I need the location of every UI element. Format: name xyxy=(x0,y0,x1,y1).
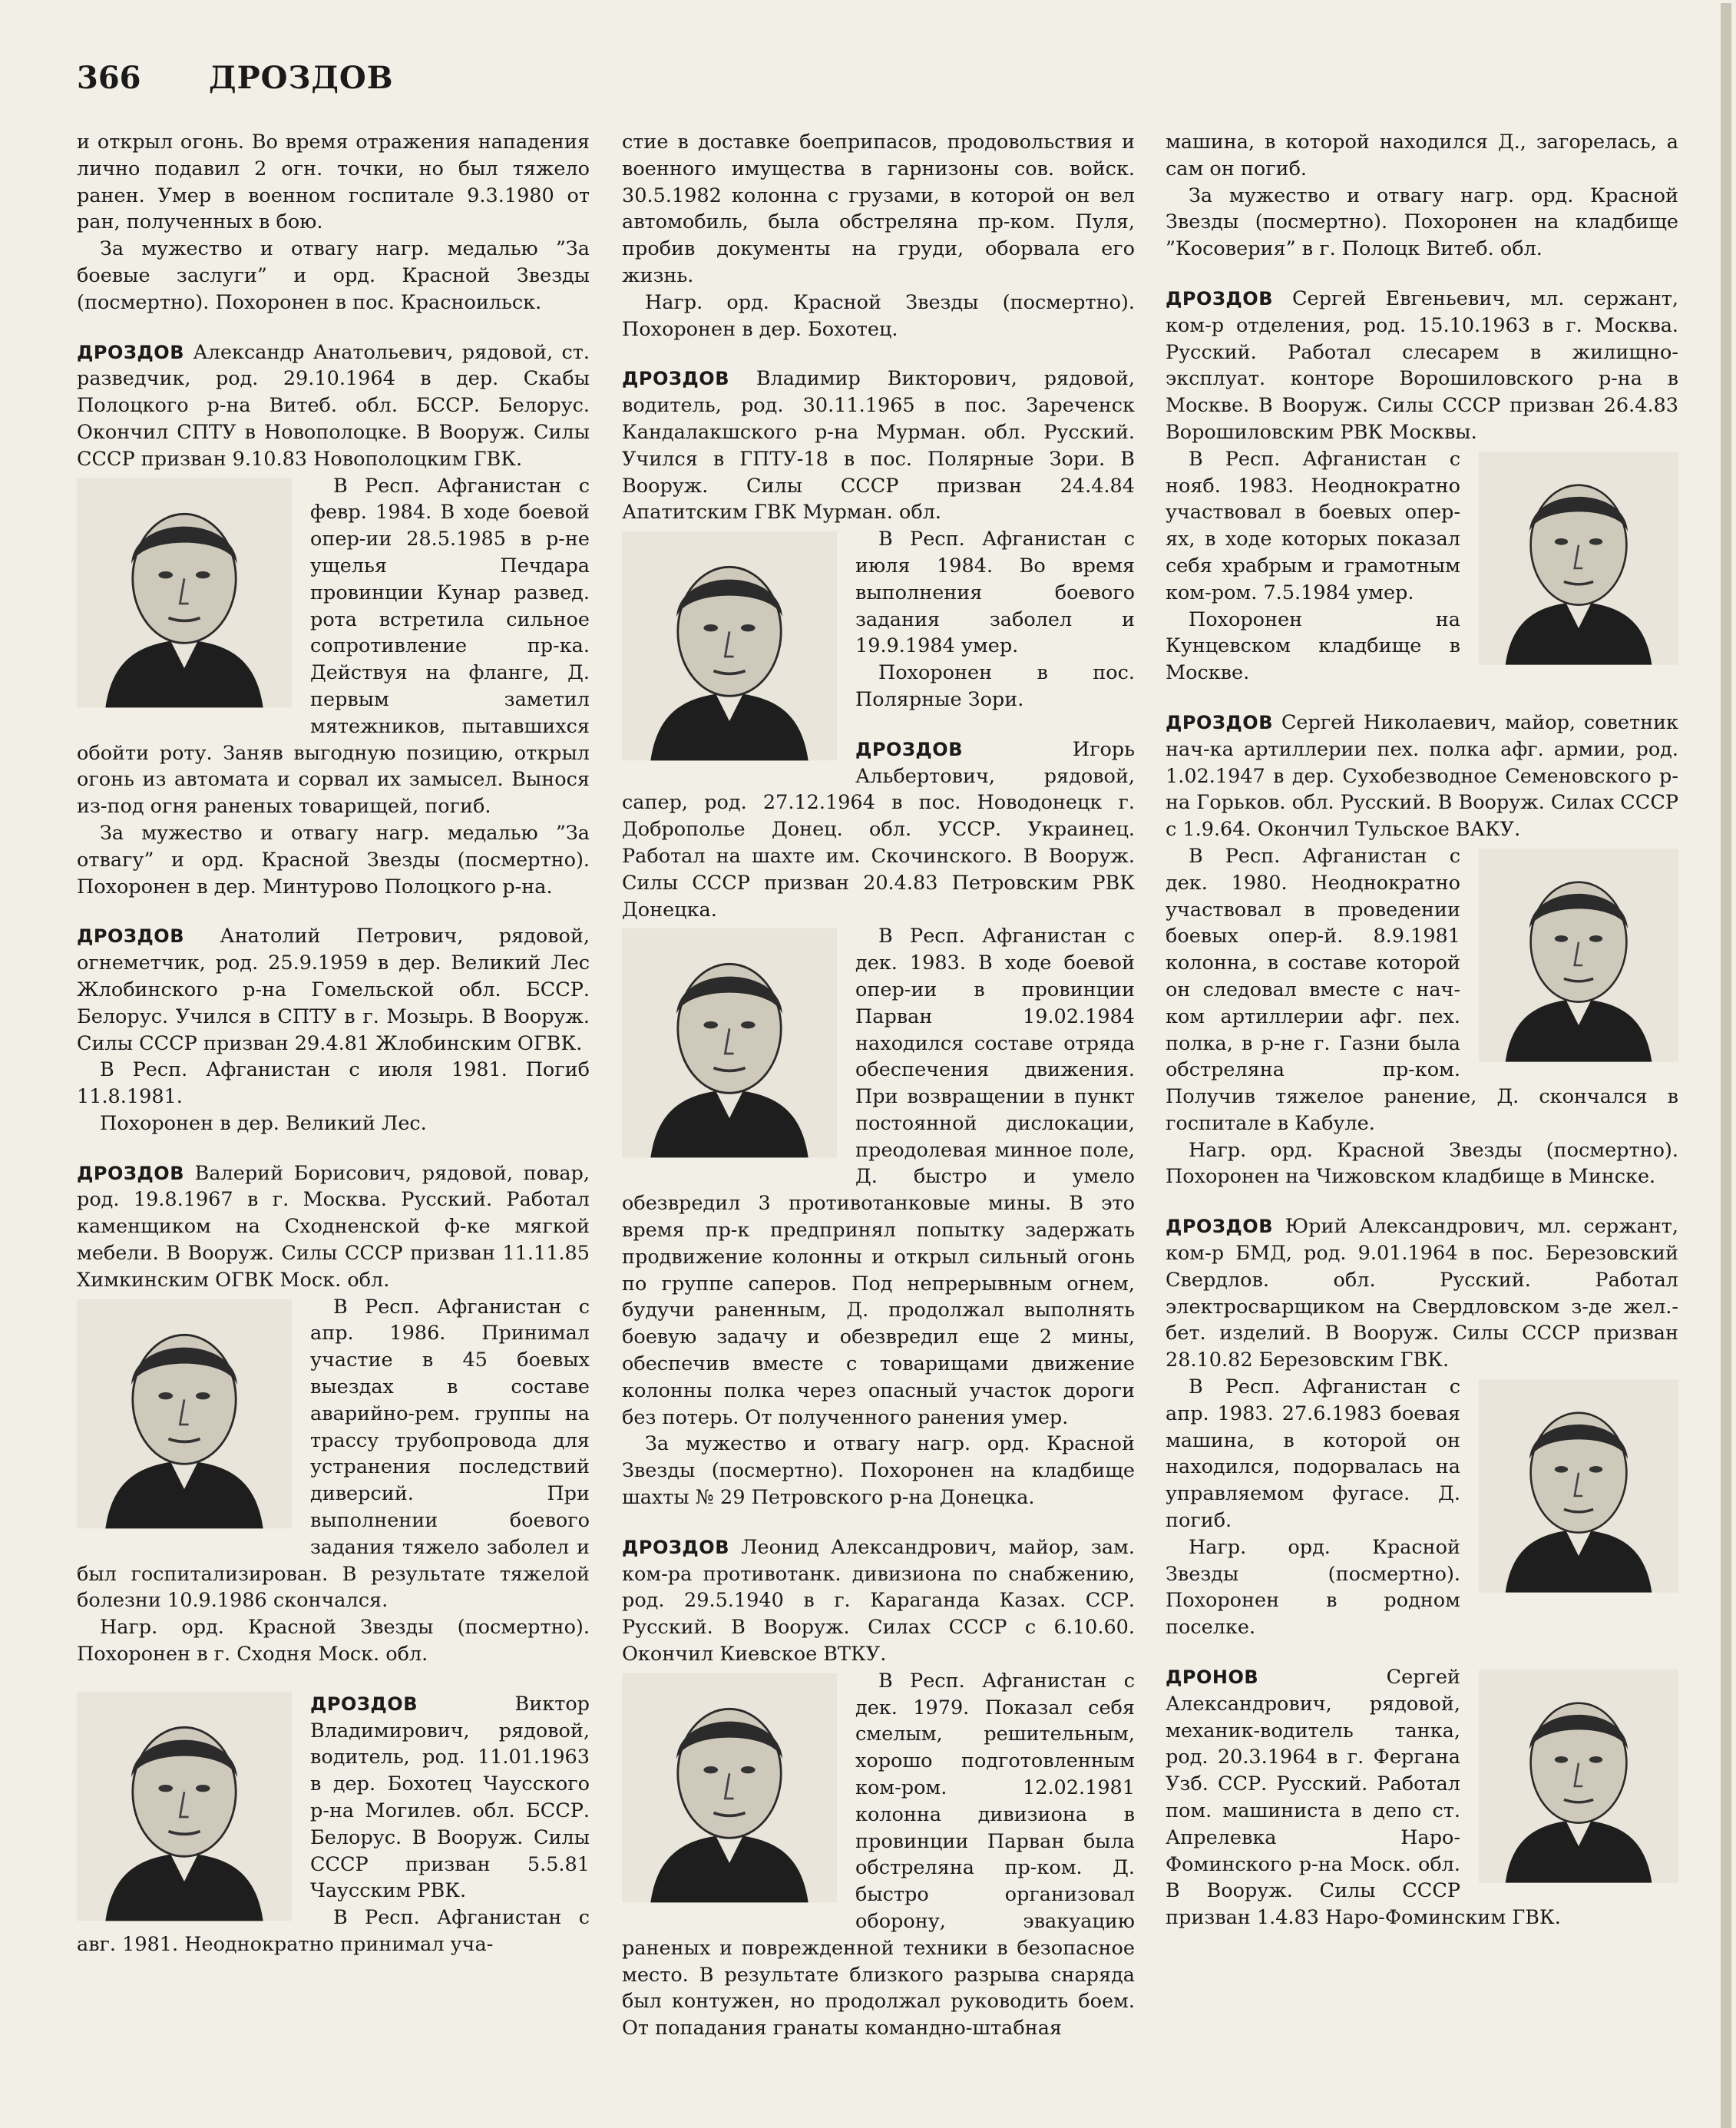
entry-heading xyxy=(622,1534,1135,1668)
entry-drozdov-viktor xyxy=(77,1691,590,1958)
portrait-photo xyxy=(622,1673,837,1903)
entry-surname: ДРОНОВ xyxy=(1166,1666,1259,1689)
entry-surname: ДРОЗДОВ xyxy=(77,925,184,948)
entry-heading xyxy=(1166,710,1678,843)
entry-paragraph: В Респ. Афганистан с июля 1984. Во время выполнения боевого задания заболел и 19.9.1984 умер. xyxy=(855,528,1135,658)
entry-paragraph: В Респ. Афганистан с июля 1981. Погиб 11.8.1981. xyxy=(77,1058,590,1109)
column-1 xyxy=(77,129,590,1981)
entry-lead: Виктор Владимирович, рядовой, водитель, род. 11.01.1963 в дер. Бохотец Чаусского р-на Могилев. обл. БССР. Белорус. В Вооруж. Силы СССР призван 5.5.81 Чаусским РВК. xyxy=(310,1692,590,1903)
entry-surname: ДРОЗДОВ xyxy=(1166,711,1273,733)
continued-text: машина, в которой находился Д., загорелась, а сам он погиб. xyxy=(1166,131,1678,180)
portrait-photo xyxy=(622,928,837,1158)
entry-drozdov-valeriy xyxy=(77,1160,590,1668)
entry-lead: Сергей Николаевич, майор, советник нач-ка артиллерии пех. полка афг. армии, род. 1.02.1947 в дер. Сухобезводное Семеновского р-на Горьков. обл. Русский. В Вооруж. Силах СССР с 1.9.64. Окончил Тульское ВАКУ. xyxy=(1166,710,1678,842)
page-number: 366 xyxy=(77,60,141,96)
running-head: ДРОЗДОВ xyxy=(209,60,394,96)
portrait-photo xyxy=(77,1691,292,1921)
portrait-photo xyxy=(77,478,292,708)
entry-heading xyxy=(1166,1213,1678,1374)
entry-surname: ДРОЗДОВ xyxy=(77,341,184,363)
entry-paragraph: В Респ. Афганистан с апр. 1983. 27.6.1983 боевая машина, в которой он находился, подорвалась на управляемом фугасе. Д. погиб. xyxy=(1166,1375,1460,1533)
entry-lead: Сергей Александрович, рядовой, механик-водитель танка, род. 20.3.1964 в г. Фергана Узб. ССР. Русский. Работал пом. машиниста в депо ст. Апрелевка Наро-Фоминского р-на Моск. обл. В Вооруж. Силы СССР призван 1.4.83 Наро-Фоминским ГВК. xyxy=(1166,1666,1561,1930)
entry-lead: Анатолий Петрович, рядовой, огнеметчик, род. 25.9.1959 в дер. Великий Лес Жлобинского р-на Гомельской обл. БССР. Белорус. Учился в СПТУ в г. Мозырь. В Вооруж. Силы СССР призван 29.4.81 Жлобинским ОГВК. xyxy=(77,925,590,1055)
entry-paragraph: В Респ. Афганистан с дек. 1979. Показал себя смелым, решительным, хорошо подготовленным ком-ром. 12.02.1981 колонна дивизиона в провинции Парван была обстреляна пр-ком. Д. быстро организовал оборону, эвакуацию раненых и поврежденной техники в безопасное место. В результате близкого разрыва снаряда был контужен, но продолжал руководить боем. От попадания гранаты командно-штабная xyxy=(622,1669,1135,2040)
entry-drozdov-yuriy xyxy=(1166,1213,1678,1641)
entry-paragraph: В Респ. Афганистан с дек. 1983. В ходе боевой опер-ии в провинции Парван 19.02.1984 находился составе отряда обеспечения движения. При возвращении в пункт постоянной дислокации, преодолевая минное поле, Д. быстро и умело обезвредил 3 противотанковые мины. В это время пр-к предпринял попытку задержать продвижение колонны и открыл сильный огонь по группе саперов. Под непрерывным огнем, будучи раненным, Д. продолжал выполнять боевую задачу и обезвредил еще 2 мины, обеспечив вместе с товарищами движение колонны полка через опасный участок дороги без потерь. От полученного ранения умер. xyxy=(622,925,1135,1429)
award-text: Нагр. орд. Красной Звезды (посмертно). Похоронен в дер. Бохотец. xyxy=(622,290,1135,341)
entry-lead: Валерий Борисович, рядовой, повар, род. 19.8.1967 в г. Москва. Русский. Работал каменщиком на Сходненской ф-ке мягкой мебели. В Вооруж. Силы СССР призван 11.11.85 Химкинским ОГВК Моск. обл. xyxy=(77,1161,590,1292)
entry-heading xyxy=(77,339,590,473)
column-2 xyxy=(622,129,1135,2065)
entry-paragraph: За мужество и отвагу нагр. орд. Красной Звезды (посмертно). Похоронен на кладбище шахты № 29 Петровского р-на Донецка. xyxy=(622,1432,1135,1510)
entry-lead: Игорь Альбертович, рядовой, сапер, род. 27.12.1964 в пос. Новодонецк г. Доброполье Донец. обл. УССР. Украинец. Работал на шахте им. Скочинского. В Вооруж. Силы СССР призван 20.4.83 Петровским РВК Донецка. xyxy=(622,737,1135,922)
entry-paragraph: В Респ. Афганистан с апр. 1986. Принимал участие в 45 боевых выездах в составе аварийно-рем. группы на трассу трубопровода для устранения последствий диверсий. При выполнении боевого задания тяжело заболел и был госпитализирован. В результате тяжелой болезни 10.9.1986 скончался. xyxy=(77,1295,590,1613)
entry-paragraph: Нагр. орд. Красной Звезды (посмертно). Похоронен в г. Сходня Моск. обл. xyxy=(77,1616,590,1666)
entry-heading xyxy=(77,923,590,1057)
entry-drozdov-sergey-n xyxy=(1166,710,1678,1190)
entry-paragraph: В Респ. Афганистан с авг. 1981. Неоднократно принимал уча- xyxy=(77,1906,590,1956)
continued-text: и открыл огонь. Во время отражения нападения лично подавил 2 огн. точки, но был тяжело ранен. Умер в военном госпитале 9.3.1980 от ран, полученных в бою. xyxy=(77,131,590,234)
entry-drozdov-aleksandr xyxy=(77,339,590,901)
portrait-photo xyxy=(622,531,837,761)
portrait-photo xyxy=(1479,848,1678,1063)
entry-drozdov-sergey-e xyxy=(1166,286,1678,687)
entry-drozdov-anatoliy xyxy=(77,923,590,1137)
entry-paragraph: В Респ. Афганистан с февр. 1984. В ходе боевой опер-ии 28.5.1985 в р-не ущелья Печдара провинции Кунар развед. рота встретила сильное сопротивление пр-ка. Действуя на фланге, Д. первым заметил мятежников, пытавшихся обойти роту. Заняв выгодную позицию, открыл огонь из автомата и сорвал их замысел. Вынося из-под огня раненых товарищей, погиб. xyxy=(77,474,590,819)
entry-paragraph: Похоронен в дер. Великий Лес. xyxy=(100,1111,427,1135)
entry-heading xyxy=(77,1160,590,1294)
entry-paragraph: За мужество и отвагу нагр. медалью ”За отвагу” и орд. Красной Звезды (посмертно). Похоронен в дер. Минтурово Полоцкого р-на. xyxy=(77,821,590,899)
entry-paragraph: В Респ. Афганистан с нояб. 1983. Неоднократно участвовал в боевых опер-ях, в ходе которых показал себя храбрым и грамотным ком-ром. 7.5.1984 умер. xyxy=(1166,447,1460,604)
entry-heading xyxy=(622,366,1135,526)
entry-surname: ДРОЗДОВ xyxy=(1166,1216,1273,1238)
column-3 xyxy=(1166,129,1678,1954)
page-edge-mark xyxy=(1721,3,1731,2128)
entry-lead: Александр Анатольевич, рядовой, ст. разведчик, род. 29.10.1964 в дер. Скабы Полоцкого р-на Витеб. обл. БССР. Белорус. Окончил СПТУ в Новополоцке. В Вооруж. Силы СССР призван 9.10.83 Новополоцким ГВК. xyxy=(77,340,590,471)
award-text: За мужество и отвагу нагр. медалью ”За боевые заслуги” и орд. Красной Звезды (посмертно). Похоронен в пос. Красноильск. xyxy=(77,237,590,314)
entry-lead: Сергей Евгеньевич, мл. сержант, ком-р отделения, род. 15.10.1963 в г. Москва. Русский. Работал слесарем в жилищно-эксплуат. конторе Ворошиловского р-на в Москве. В Вооруж. Силы СССР призван 26.4.83 Ворошиловским РВК Москвы. xyxy=(1166,286,1678,444)
entry-paragraph: Похоронен на Кунцевском кладбище в Москве. xyxy=(1166,607,1460,685)
entry-paragraph: Похоронен в пос. Полярные Зори. xyxy=(855,661,1135,711)
entry-paragraph: Нагр. орд. Красной Звезды (посмертно). Похоронен в родном поселке. xyxy=(1166,1535,1460,1640)
entry-surname: ДРОЗДОВ xyxy=(77,1162,184,1184)
entry-surname: ДРОЗДОВ xyxy=(855,738,963,760)
entry-dronov-sergey xyxy=(1166,1664,1678,1931)
portrait-photo xyxy=(1479,451,1678,666)
entry-drozdov-vladimir xyxy=(622,366,1135,713)
portrait-photo xyxy=(1479,1378,1678,1594)
entry-surname: ДРОЗДОВ xyxy=(310,1693,418,1715)
entry-paragraph: В Респ. Афганистан с дек. 1980. Неоднократно участвовал в проведении боевых опер-й. 8.9.1981 колонна, в составе которой он следовал вместе с нач-ком артиллерии афг. пех. полка, в р-не г. Газни была обстреляна пр-ком. Получив тяжелое ранение, Д. скончался в госпитале в Кабуле. xyxy=(1166,844,1678,1135)
entry-paragraph: Нагр. орд. Красной Звезды (посмертно). Похоронен на Чижовском кладбище в Минске. xyxy=(1166,1138,1678,1189)
entry-surname: ДРОЗДОВ xyxy=(622,1536,729,1558)
entry-surname: ДРОЗДОВ xyxy=(622,368,729,390)
entry-lead: Юрий Александрович, мл. сержант, ком-р БМД, род. 9.01.1964 в пос. Березовский Свердлов. обл. Русский. Работал электросварщиком на Свердловском з-де жел.-бет. изделий. В Вооруж. Силы СССР призван 28.10.82 Березовским ГВК. xyxy=(1166,1215,1678,1372)
entry-surname: ДРОЗДОВ xyxy=(1166,287,1273,309)
entry-lead: Леонид Александрович, майор, зам. ком-ра противотанк. дивизиона по снабжению, род. 29.5.1940 в г. Караганда Казах. ССР. Русский. В Вооруж. Силах СССР с 6.10.60. Окончил Киевское ВТКУ. xyxy=(622,1535,1135,1666)
portrait-photo xyxy=(77,1299,292,1529)
entry-lead: Владимир Викторович, рядовой, водитель, род. 30.11.1965 в пос. Зареченск Кандалакшского р-на Мурман. обл. Русский. Учился в ГПТУ-18 в пос. Полярные Зори. В Вооруж. Силы СССР призван 24.4.84 Апатитским ГВК Мурман. обл. xyxy=(622,367,1135,525)
entry-drozdov-leonid xyxy=(622,1534,1135,2042)
entry-heading xyxy=(622,736,1135,924)
continued-text: стие в доставке боеприпасов, продовольствия и военного имущества в гарнизоны сов. войск. 30.5.1982 колонна с грузами, в которой он вел автомобиль, была обстреляна пр-ком. Пуля, пробив документы на груди, оборвала его жизнь. xyxy=(622,131,1135,287)
portrait-photo xyxy=(1479,1669,1678,1884)
entry-drozdov-igor xyxy=(622,736,1135,1511)
entry-heading xyxy=(1166,286,1678,446)
award-text: За мужество и отвагу нагр. орд. Красной Звезды (посмертно). Похоронен на кладбище ”Косоверия” в г. Полоцк Витеб. обл. xyxy=(1166,184,1678,261)
